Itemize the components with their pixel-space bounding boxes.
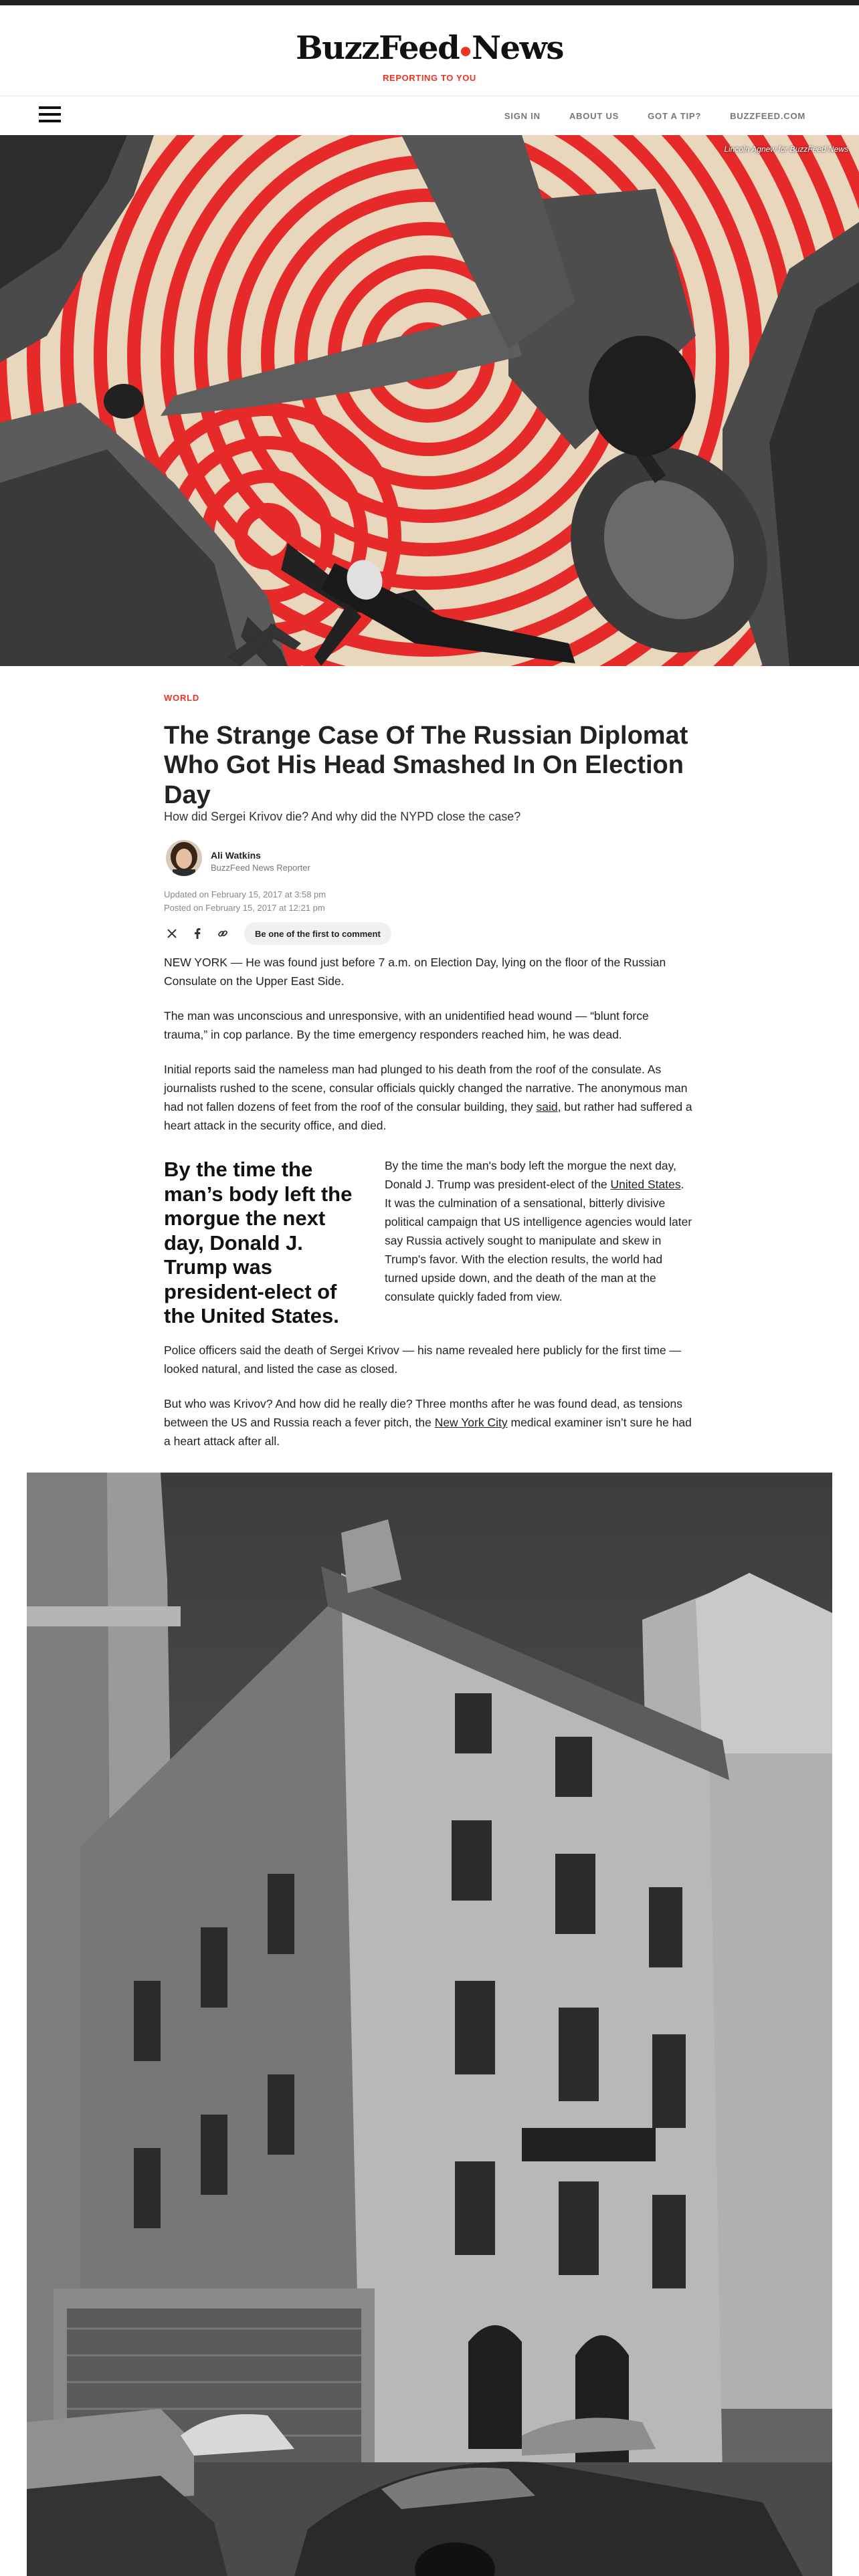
paragraph-1: NEW YORK — He was found just before 7 a.m. on Election Day, lying on the floor of the Russian Consulate on the Upper East Side.	[164, 956, 666, 988]
article-headline: The Strange Case Of The Russian Diplomat Who Got His Head Smashed In On Election Day	[164, 722, 688, 809]
comment-button[interactable]: Be one of the first to comment	[244, 922, 391, 945]
author-title: BuzzFeed News Reporter	[211, 863, 310, 873]
article-dek: How did Sergei Krivov die? And why did the NYPD close the case?	[164, 810, 521, 823]
nav-sign-in[interactable]: SIGN IN	[504, 110, 541, 121]
image-credit: Lincoln Agnew for BuzzFeed News	[724, 144, 848, 154]
consulate-photo	[27, 1473, 832, 2576]
x-icon[interactable]	[164, 926, 180, 942]
nav-buzzfeed-com[interactable]: BUZZFEED.COM	[730, 110, 805, 121]
paragraph-6-text: But who was Krivov? And how did he really die? Three months after he was found dead, as tensions between the US and Russia reach a fever pitch, the	[164, 1397, 682, 1429]
facebook-icon[interactable]	[189, 926, 205, 942]
paragraph-4	[385, 1156, 692, 1306]
said-link[interactable]: said	[536, 1100, 558, 1113]
author-avatar[interactable]	[166, 840, 202, 876]
posted-timestamp: Posted on February 15, 2017 at 12:21 pm	[164, 903, 325, 914]
logo-buzzfeed: BuzzFeed	[296, 29, 460, 67]
paragraph-6	[164, 1394, 692, 1451]
paragraph-2: The man was unconscious and unresponsive, with an unidentified head wound — “blunt force trauma,” in cop parlance. By the time emergency responders reached him, he was dead.	[164, 1009, 649, 1041]
tagline: REPORTING TO YOU	[383, 73, 476, 83]
logo-news: News	[472, 29, 563, 67]
hero-illustration	[0, 135, 859, 666]
nav-got-a-tip[interactable]: GOT A TIP?	[648, 110, 702, 121]
share-bar	[164, 922, 391, 945]
united-states-link[interactable]: United States	[610, 1178, 681, 1191]
paragraph-3-text-end: , but rather had suffered a heart attack in the security office, and died.	[164, 1100, 692, 1132]
paragraph-4-text: By the time the man's body left the morgue the next day, Donald J. Trump was president-elect of the	[385, 1159, 676, 1191]
pull-quote: By the time the man’s body left the morgue the next day, Donald J. Trump was president-elect of the United States.	[164, 1158, 353, 1328]
nav-about-us[interactable]: ABOUT US	[569, 110, 619, 121]
paragraph-4-text-end: . It was the culmination of a sensational, bitterly divisive political campaign that US intelligence agencies would later say Russia actively sought to manipulate and skew in Trump's favor. With the election results, the world had turned upside down, and the death of the man at the consulate quickly faded from view.	[385, 1178, 692, 1303]
section-label[interactable]: WORLD	[164, 693, 200, 703]
top-bar	[0, 0, 859, 5]
paragraph-6-text-end: medical examiner isn’t sure he had a heart attack after all.	[164, 1416, 692, 1448]
paragraph-3-text: Initial reports said the nameless man had plunged to his death from the roof of the consulate. As journalists rushed to the scene, consular officials quickly changed the narrative. The anonymous man had not fallen dozens of feet from the roof of the consular building, they	[164, 1063, 688, 1113]
new-york-city-link[interactable]: New York City	[434, 1416, 508, 1429]
menu-icon[interactable]	[39, 106, 61, 122]
paragraph-3	[164, 1060, 692, 1135]
timestamps	[164, 888, 326, 915]
updated-timestamp: Updated on February 15, 2017 at 3:58 pm	[164, 889, 326, 899]
hero-artwork	[0, 135, 859, 666]
author-name[interactable]: Ali Watkins	[211, 850, 261, 861]
nav-links	[504, 96, 805, 135]
link-icon[interactable]	[215, 926, 231, 942]
main-nav	[0, 96, 859, 136]
paragraph-5: Police officers said the death of Sergei Krivov — his name revealed here publicly for the first time — looked natural, and listed the case as closed.	[164, 1344, 681, 1376]
logo-dot	[461, 47, 470, 56]
buzzfeed-news-logo[interactable]	[0, 29, 859, 67]
masthead	[0, 5, 859, 83]
